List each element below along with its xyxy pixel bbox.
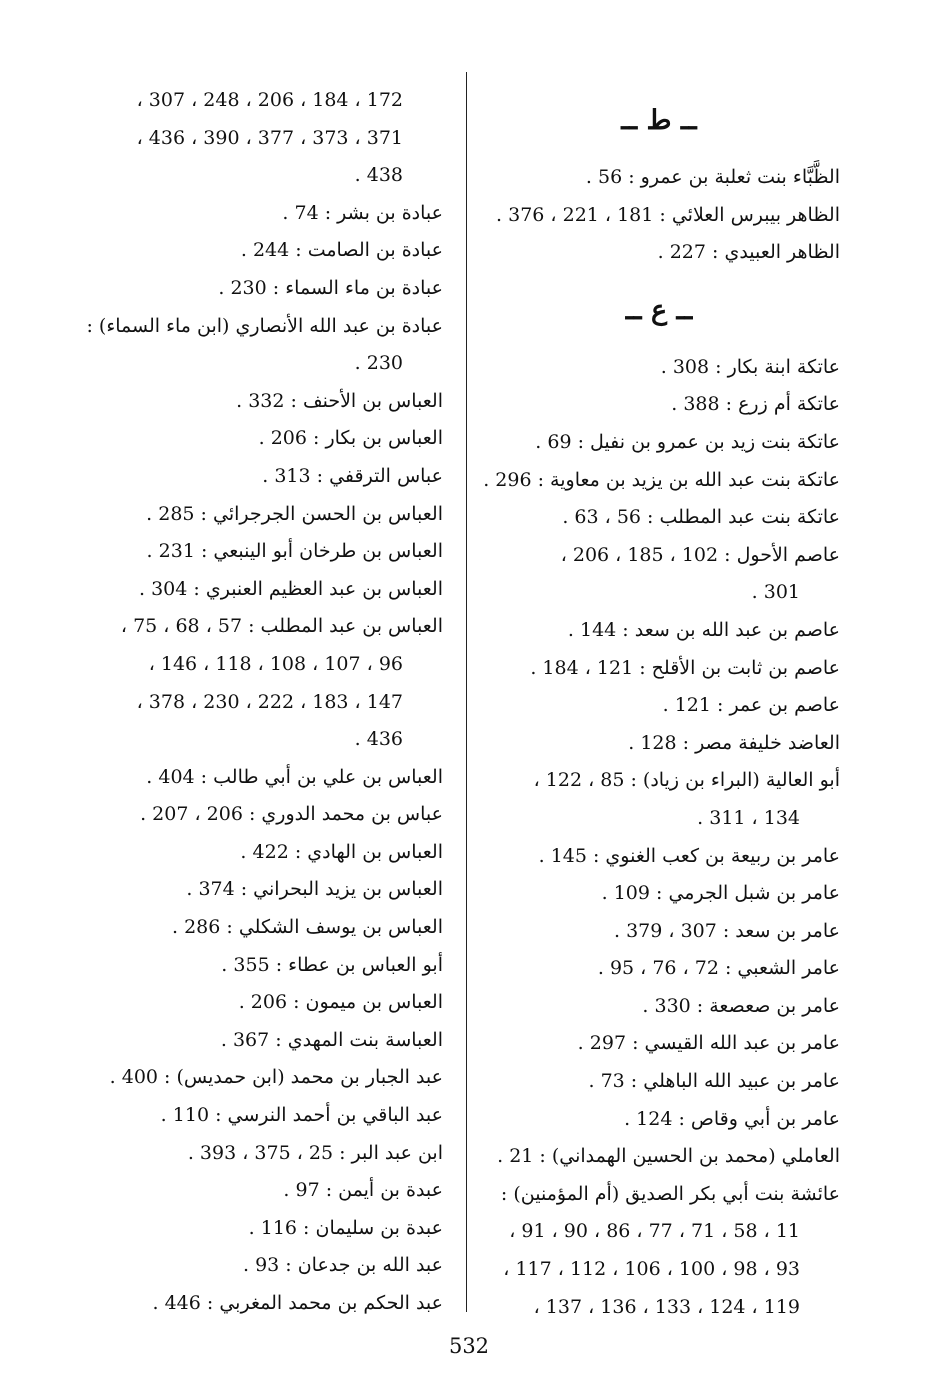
index-entry-continuation: 301 .: [751, 581, 800, 604]
index-entry: عاصم بن عمر : 121 .: [662, 694, 840, 717]
index-entry-continuation: 119 ، 124 ، 133 ، 136 ، 137 ،: [533, 1295, 800, 1318]
index-entry: العباس بن طرخان أبو الينبعي : 231 .: [146, 540, 443, 563]
index-entry: عبادة بن عبد الله الأنصاري (ابن ماء السماء) :: [86, 314, 443, 337]
index-entry: العباس بن ميمون : 206 .: [238, 991, 443, 1014]
index-entry-continuation: 172 ، 184 ، 206 ، 248 ، 307 ،: [136, 89, 403, 111]
index-entry: العاملي (محمد بن الحسين الهمداني) : 21 .: [497, 1145, 840, 1168]
index-entry-continuation: 93 ، 98 ، 100 ، 106 ، 112 ، 117 ،: [503, 1258, 800, 1281]
index-entry: عبد الله بن جدعان : 93 .: [242, 1254, 443, 1277]
index-entry: عامر الشعبي : 72 ، 76 ، 95 .: [597, 957, 840, 980]
index-entry-continuation: 134 ، 311 .: [697, 806, 800, 829]
index-entry: عبدة بن سليمان : 116 .: [248, 1216, 443, 1239]
index-entry: الظاهر العبيدي : 227 .: [657, 241, 840, 264]
index-entry-continuation: 96 ، 107 ، 108 ، 118 ، 146 ،: [148, 652, 403, 675]
index-entry: عائشة بنت أبي بكر الصديق (أم المؤمنين) :: [500, 1182, 840, 1205]
letter-section-header: ــ ط ــ: [621, 105, 697, 136]
index-column-left: [83, 82, 443, 1323]
index-entry: عبادة بن بشر : 74 .: [282, 201, 443, 224]
index-entry: العباس بن يزيد البحراني : 374 .: [186, 878, 443, 901]
index-entry: عامر بن عبد الله القيسي : 297 .: [577, 1032, 840, 1055]
index-entry: العباس بن الحسن الجرجرائي : 285 .: [146, 502, 443, 525]
index-entry: عاصم بن عبد الله بن سعد : 144 .: [567, 618, 840, 641]
index-entry: أبو العالية (البراء بن زياد) : 85 ، 122 ،: [533, 769, 840, 792]
column-divider: [466, 72, 467, 1312]
index-entry: العباس بن الهادي : 422 .: [240, 840, 443, 863]
index-entry: العباس بن الأحنف : 332 .: [236, 389, 443, 412]
letter-section-header: ــ ع ــ: [625, 294, 693, 326]
index-entry: عامر بن صعصعة : 330 .: [642, 994, 840, 1017]
index-entry: عبد الحكم بن محمد المغربي : 446 .: [152, 1292, 443, 1314]
index-entry: الظاهر بيبرس العلائي : 181 ، 221 ، 376 .: [496, 203, 840, 226]
index-entry: أبو العباس بن عطاء : 355 .: [221, 953, 443, 976]
index-entry: عاتكة ابنة بكار : 308 .: [660, 355, 840, 378]
index-entry: العباس بن يوسف الشكلي : 286 .: [172, 916, 443, 939]
index-entry: عبدة بن أيمن : 97 .: [283, 1179, 443, 1202]
index-entry: العباس بن عبد العظيم العنبري : 304 .: [139, 577, 443, 600]
index-entry-continuation: 371 ، 373 ، 377 ، 390 ، 436 ،: [136, 126, 403, 149]
index-entry-continuation: 436 .: [354, 728, 403, 751]
index-entry-continuation: 147 ، 183 ، 222 ، 230 ، 378 ،: [136, 690, 403, 713]
index-entry: عاتكة أم زرع : 388 .: [671, 393, 840, 416]
index-entry-continuation: 438 .: [354, 164, 403, 187]
index-entry: عاصم الأحول : 102 ، 185 ، 206 ،: [560, 543, 840, 566]
index-column-right: [478, 82, 840, 1326]
index-entry: عامر بن سعد : 307 ، 379 .: [613, 919, 840, 942]
index-entry: عبد الباقي بن أحمد النرسي : 110 .: [160, 1104, 443, 1127]
index-entry: العباس بن عبد المطلب : 57 ، 68 ، 75 ،: [120, 615, 443, 638]
index-entry: عبادة بن الصامت : 244 .: [240, 239, 443, 262]
index-entry: عامر بن ربيعة بن كعب الغنوي : 145 .: [538, 844, 840, 867]
index-entry: العاضد خليفة مصر : 128 .: [628, 731, 840, 754]
index-entry: العباس بن علي بن أبي طالب : 404 .: [146, 765, 443, 788]
index-entry: عاتكة بنت زيد بن عمرو بن نفيل : 69 .: [535, 430, 840, 453]
index-entry: عبادة بن ماء السماء : 230 .: [218, 276, 443, 299]
index-entry: العباس بن بكار : 206 .: [258, 427, 443, 450]
index-entry: ابن عبد البر : 25 ، 375 ، 393 .: [187, 1141, 443, 1164]
index-entry: الظَّبَّاء بنت ثعلبة بن عمرو : 56 .: [585, 166, 840, 188]
index-entry: عاتكة بنت عبد المطلب : 56 ، 63 .: [562, 506, 840, 529]
index-entry-continuation: 11 ، 58 ، 71 ، 77 ، 86 ، 90 ، 91 ،: [509, 1220, 800, 1243]
index-entry: عبد الجبار بن محمد (ابن حمديس) : 400 .: [109, 1066, 443, 1089]
index-entry: عباس بن محمد الدوري : 206 ، 207 .: [140, 803, 443, 826]
index-entry-continuation: 230 .: [354, 352, 403, 375]
page-number: 532: [448, 1334, 490, 1358]
index-entry: عامر بن أبي وقاص : 124 .: [624, 1107, 840, 1130]
index-entry: عاتكة بنت عبد الله بن يزيد بن معاوية : 296 .: [483, 468, 840, 491]
index-entry: عاصم بن ثابت بن الأقلح : 121 ، 184 .: [530, 656, 840, 679]
index-entry: عامر بن شبل الجرمي : 109 .: [601, 882, 840, 905]
index-entry: عباس الترقفي : 313 .: [262, 464, 443, 487]
index-entry: العباسة بنت المهدي : 367 .: [220, 1028, 443, 1051]
index-entry: عامر بن عبيد الله الباهلي : 73 .: [588, 1070, 840, 1093]
